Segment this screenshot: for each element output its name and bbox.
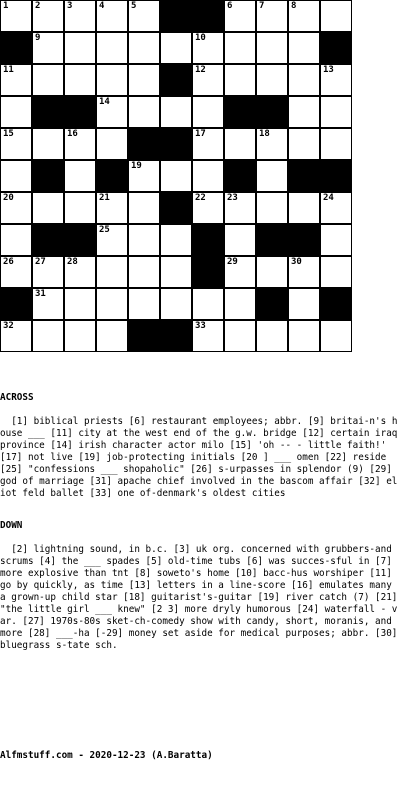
grid-cell[interactable] [256,32,288,64]
grid-cell[interactable] [256,0,288,32]
clue-number: 5 [131,1,137,11]
grid-cell[interactable] [0,224,32,256]
grid-cell[interactable] [224,0,256,32]
grid-cell[interactable] [192,160,224,192]
clue-number: 16 [67,129,78,139]
clue-number: 30 [291,257,302,267]
grid-cell[interactable] [160,256,192,288]
clue-number: 14 [99,97,110,107]
grid-cell[interactable] [224,64,256,96]
clue-number: 6 [227,1,233,11]
block-cell [288,160,320,192]
grid-cell[interactable] [288,256,320,288]
grid-cell[interactable] [320,224,352,256]
block-cell [0,32,32,64]
block-cell [256,288,288,320]
grid-cell[interactable] [128,160,160,192]
block-cell [160,320,192,352]
grid-cell[interactable] [224,288,256,320]
block-cell [0,288,32,320]
clue-number: 21 [99,193,110,203]
grid-cell[interactable] [96,288,128,320]
grid-cell[interactable] [0,160,32,192]
grid-cell[interactable] [64,288,96,320]
grid-cell[interactable] [64,0,96,32]
block-cell [128,128,160,160]
clue-number: 8 [291,1,297,11]
clue-number: 17 [195,129,206,139]
block-cell [320,160,352,192]
grid-cell[interactable] [160,288,192,320]
across-clue-text: [1] biblical priests [6] restaurant employees; abbr. [9] britai-n's house ___ [11] city at the west end of the g.w. bridge [12] certain iraq province [14] irish character actor milo [15] 'oh -- - little faith!' [17] not live [19] job-protecting initials [20 ] ___ omen [22] reside [25] "confessions ___ shopaholic" [26] s-urpasses in splendor (9) [29] god of marriage [31] apache chief involved in the bascom affair [32] eliot feld ballet [33] one of-denmark's oldest cities [0,416,404,499]
grid-cell[interactable] [96,64,128,96]
block-cell [320,32,352,64]
block-cell [32,224,64,256]
clue-number: 10 [195,33,206,43]
grid-cell[interactable] [224,128,256,160]
grid-cell[interactable] [160,96,192,128]
grid-cell[interactable] [32,0,64,32]
grid-cell[interactable] [192,32,224,64]
block-cell [128,320,160,352]
clue-number: 19 [131,161,142,171]
grid-cell[interactable] [128,224,160,256]
clue-number: 2 [35,1,41,11]
grid-cell[interactable] [64,192,96,224]
crossword-grid [0,0,354,354]
grid-cell[interactable] [128,96,160,128]
grid-cell[interactable] [224,192,256,224]
block-cell [160,192,192,224]
block-cell [32,160,64,192]
clue-number: 32 [3,321,14,331]
clue-number: 24 [323,193,334,203]
grid-cell[interactable] [0,192,32,224]
grid-cell[interactable] [320,320,352,352]
grid-cell[interactable] [64,32,96,64]
grid-cell[interactable] [192,288,224,320]
clue-number: 33 [195,321,206,331]
grid-cell[interactable] [288,320,320,352]
footer-credit: Alfmstuff.com - 2020-12-23 (A.Baratta) [0,750,213,761]
clue-number: 20 [3,193,14,203]
clue-number: 11 [3,65,14,75]
clue-number: 18 [259,129,270,139]
grid-cell[interactable] [320,256,352,288]
grid-cell[interactable] [256,320,288,352]
clue-number: 15 [3,129,14,139]
grid-cell[interactable] [128,64,160,96]
grid-cell[interactable] [288,64,320,96]
grid-cell[interactable] [224,320,256,352]
grid-cell[interactable] [320,128,352,160]
down-clues [0,496,404,652]
clue-number: 4 [99,1,105,11]
grid-cell[interactable] [0,96,32,128]
clue-number: 27 [35,257,46,267]
grid-cell[interactable] [32,128,64,160]
down-heading: DOWN [0,520,23,531]
grid-cell[interactable] [256,160,288,192]
block-cell [256,96,288,128]
grid-cell[interactable] [192,128,224,160]
grid-cell[interactable] [192,192,224,224]
grid-cell[interactable] [320,192,352,224]
grid-cell[interactable] [32,32,64,64]
grid-cell[interactable] [32,256,64,288]
grid-cell[interactable] [256,64,288,96]
grid-cell[interactable] [64,128,96,160]
grid-cell[interactable] [96,32,128,64]
grid-cell[interactable] [256,256,288,288]
grid-cell[interactable] [96,320,128,352]
block-cell [224,96,256,128]
grid-cell[interactable] [288,192,320,224]
grid-cell[interactable] [96,256,128,288]
grid-cell[interactable] [64,320,96,352]
grid-cell[interactable] [288,128,320,160]
block-cell [320,288,352,320]
clue-number: 23 [227,193,238,203]
block-cell [192,224,224,256]
clue-number: 13 [323,65,334,75]
down-clue-text: [2] lightning sound, in b.c. [3] uk org. concerned with grubbers-and scrums [4] the ___ spades [5] old-time tubs [6] was succes-sful in [7] more explosive than tnt [8] soweto's home [10] bacc-hus worshiper [11] go by quickly, as time [13] letters in a line-score [16] emulates many a grown-up child star [18] guitarist's-guitar [19] river catch (7) [21] "the little girl ___ knew" [2 3] more dryly humorous [24] waterfall - var. [27] 1970s-80s sket-ch-comedy show with candy, short, moranis, and more [28] ___-ha [-29] money set aside for medical purposes; abbr. [30] bluegrass s-tate sch. [0,544,404,651]
clue-number: 28 [67,257,78,267]
clue-number: 7 [259,1,265,11]
block-cell [64,96,96,128]
grid-cell[interactable] [160,32,192,64]
grid-cell[interactable] [96,192,128,224]
grid-cell[interactable] [96,128,128,160]
block-cell [288,224,320,256]
grid-cell[interactable] [128,256,160,288]
grid-cell[interactable] [128,192,160,224]
block-cell [256,224,288,256]
clue-number: 25 [99,225,110,235]
clue-number: 31 [35,289,46,299]
block-cell [96,160,128,192]
block-cell [64,224,96,256]
grid-cell[interactable] [320,64,352,96]
grid-cell[interactable] [128,32,160,64]
across-heading: ACROSS [0,392,34,403]
grid-cell[interactable] [192,64,224,96]
clue-number: 1 [3,1,9,11]
grid-cell[interactable] [128,288,160,320]
clue-number: 29 [227,257,238,267]
block-cell [192,0,224,32]
grid-cell[interactable] [192,320,224,352]
grid-cell[interactable] [224,32,256,64]
clue-number: 12 [195,65,206,75]
grid-cell[interactable] [288,96,320,128]
grid-cell[interactable] [224,256,256,288]
clue-number: 3 [67,1,73,11]
grid-cell[interactable] [64,256,96,288]
grid-cell[interactable] [32,320,64,352]
grid-cell[interactable] [96,224,128,256]
grid-cell[interactable] [256,192,288,224]
grid-cell[interactable] [224,224,256,256]
block-cell [160,64,192,96]
block-cell [160,128,192,160]
across-clues [0,368,404,500]
grid-cell[interactable] [96,96,128,128]
grid-cell[interactable] [0,320,32,352]
clue-number: 22 [195,193,206,203]
grid-cell[interactable] [128,0,160,32]
block-cell [224,160,256,192]
grid-cell[interactable] [160,224,192,256]
grid-cell[interactable] [32,64,64,96]
grid-cell[interactable] [160,160,192,192]
grid-cell[interactable] [288,32,320,64]
clue-number: 26 [3,257,14,267]
grid-cell[interactable] [0,0,32,32]
grid-cell[interactable] [288,0,320,32]
grid-cell[interactable] [64,64,96,96]
block-cell [32,96,64,128]
clue-number: 9 [35,33,41,43]
block-cell [160,0,192,32]
block-cell [192,256,224,288]
grid-cell[interactable] [192,96,224,128]
grid-cell[interactable] [32,288,64,320]
grid-cell[interactable] [64,160,96,192]
grid-cell[interactable] [320,0,352,32]
grid-cell[interactable] [0,64,32,96]
grid-cell[interactable] [320,96,352,128]
grid-cell[interactable] [0,256,32,288]
grid-cell[interactable] [96,0,128,32]
grid-cell[interactable] [288,288,320,320]
grid-cell[interactable] [256,128,288,160]
grid-cell[interactable] [32,192,64,224]
grid-cell[interactable] [0,128,32,160]
